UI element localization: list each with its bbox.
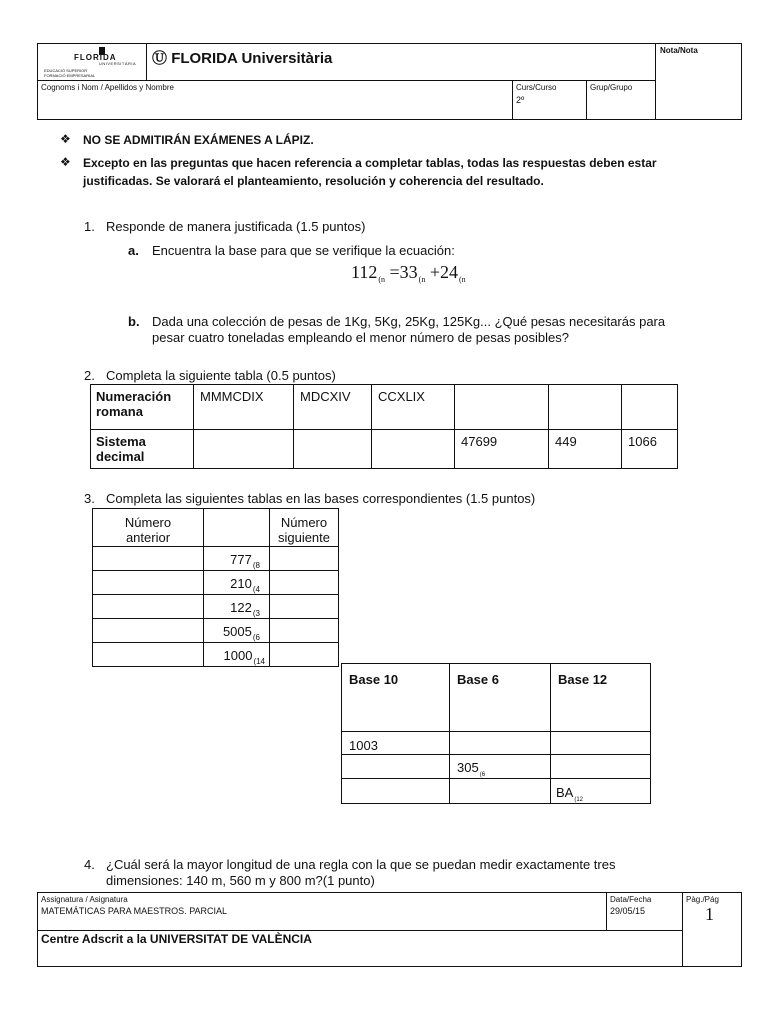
base10-cell: 1003 bbox=[342, 732, 450, 755]
next-cell[interactable] bbox=[270, 619, 339, 643]
header-base-10: Base 10 bbox=[342, 664, 450, 732]
number-cell: $5005_{(6}$ bbox=[204, 619, 270, 643]
group-label: Grup/Grupo bbox=[590, 83, 633, 92]
previous-cell[interactable] bbox=[93, 643, 204, 667]
course-label: Curs/Curso bbox=[516, 83, 557, 92]
base6-cell[interactable] bbox=[450, 732, 551, 755]
nota-label: Nota/Nota bbox=[660, 46, 698, 55]
decimal-row-label: Sistema decimal bbox=[91, 430, 194, 469]
q1a-text: Encuentra la base para que se verifique la ecuación: bbox=[152, 243, 455, 258]
number-cell: $1000_{(14}$ bbox=[204, 643, 270, 667]
institution-name: FLORIDA Universitària bbox=[171, 50, 333, 67]
header-base-6: Base 6 bbox=[450, 664, 551, 732]
date-label: Data/Fecha bbox=[610, 895, 652, 904]
roman-cell[interactable] bbox=[455, 385, 549, 430]
base6-cell[interactable] bbox=[450, 779, 551, 804]
roman-cell[interactable] bbox=[622, 385, 678, 430]
successor-table bbox=[92, 508, 339, 667]
logo-text: FLORIDA bbox=[74, 53, 117, 62]
q2-number: 2. bbox=[84, 368, 95, 383]
roman-cell[interactable]: MDCXIV bbox=[294, 385, 372, 430]
page-label: Pàg./Pág bbox=[686, 895, 719, 904]
q2-text: Completa la siguiente tabla (0.5 puntos) bbox=[106, 368, 336, 383]
logo-tagline-1: EDUCACIÓ SUPERIOR bbox=[44, 68, 88, 73]
decimal-cell[interactable] bbox=[294, 430, 372, 469]
logo-sub: UNIVERSITÀRIA bbox=[99, 61, 137, 66]
base10-cell[interactable] bbox=[342, 755, 450, 779]
q1-number: 1. bbox=[84, 219, 95, 234]
base12-cell: $BA_{(12}$ bbox=[551, 779, 651, 804]
previous-cell[interactable] bbox=[93, 619, 204, 643]
q1a-label: a. bbox=[128, 243, 139, 258]
notice-bullet-icon: ❖ bbox=[60, 132, 71, 146]
institution-title bbox=[152, 47, 332, 68]
previous-cell[interactable] bbox=[93, 571, 204, 595]
number-cell: $210_{(4}$ bbox=[204, 571, 270, 595]
bases-table bbox=[341, 663, 651, 804]
header-box bbox=[37, 43, 742, 120]
decimal-cell[interactable]: 1066 bbox=[622, 430, 678, 469]
base12-cell[interactable] bbox=[551, 732, 651, 755]
q4-number: 4. bbox=[84, 857, 95, 872]
course-value: 2º bbox=[516, 95, 525, 105]
logo-tagline-2: FORMACIÓ EMPRESARIAL bbox=[44, 73, 96, 78]
number-cell: $777_{(8}$ bbox=[204, 547, 270, 571]
decimal-cell[interactable]: 449 bbox=[549, 430, 622, 469]
roman-row-label: Numeración romana bbox=[91, 385, 194, 430]
previous-cell[interactable] bbox=[93, 547, 204, 571]
footer-box bbox=[37, 892, 742, 967]
notice-3: justificadas. Se valorará el planteamiento, resolución y coherencia del resultado. bbox=[83, 174, 544, 188]
notice-1: NO SE ADMITIRÁN EXÁMENES A LÁPIZ. bbox=[83, 133, 314, 147]
previous-cell[interactable] bbox=[93, 595, 204, 619]
roman-table bbox=[90, 384, 678, 469]
next-cell[interactable] bbox=[270, 547, 339, 571]
decimal-cell[interactable]: 47699 bbox=[455, 430, 549, 469]
notice-2: Excepto en las preguntas que hacen referencia a completar tablas, todas las respuestas deben estar bbox=[83, 156, 657, 170]
roman-cell[interactable]: CCXLIX bbox=[372, 385, 455, 430]
number-cell: $122_{(3}$ bbox=[204, 595, 270, 619]
header-next: Número siguiente bbox=[270, 509, 339, 547]
header-number bbox=[204, 509, 270, 547]
q1-text: Responde de manera justificada (1.5 puntos) bbox=[106, 219, 366, 234]
name-label: Cognoms i Nom / Apellidos y Nombre bbox=[41, 83, 174, 92]
header-previous: Número anterior bbox=[93, 509, 204, 547]
equation: $112_{(n} =33_{(n} +24_{(n}$ bbox=[351, 262, 466, 284]
subject-label: Assignatura / Asignatura bbox=[41, 895, 128, 904]
roman-cell[interactable]: MMMCDIX bbox=[194, 385, 294, 430]
q1b-label: b. bbox=[128, 314, 140, 329]
next-cell[interactable] bbox=[270, 595, 339, 619]
base6-cell: $305_{(6}$ bbox=[450, 755, 551, 779]
base12-cell[interactable] bbox=[551, 755, 651, 779]
decimal-cell[interactable] bbox=[372, 430, 455, 469]
next-cell[interactable] bbox=[270, 643, 339, 667]
page-number: 1 bbox=[705, 904, 714, 924]
subject-value: MATEMÁTICAS PARA MAESTROS. PARCIAL bbox=[41, 906, 228, 916]
decimal-cell[interactable] bbox=[194, 430, 294, 469]
roman-cell[interactable] bbox=[549, 385, 622, 430]
q4-text-1: ¿Cuál será la mayor longitud de una regla con la que se puedan medir exactamente tres bbox=[106, 857, 616, 872]
date-value: 29/05/15 bbox=[610, 906, 646, 916]
florida-logo bbox=[44, 47, 144, 79]
header-base-12: Base 12 bbox=[551, 664, 651, 732]
notice-bullet-icon: ❖ bbox=[60, 155, 71, 169]
base10-cell[interactable] bbox=[342, 779, 450, 804]
q3-number: 3. bbox=[84, 491, 95, 506]
university-icon: Ⓤ bbox=[152, 50, 168, 67]
centre-text: Centre Adscrit a la UNIVERSITAT DE VALÈNCIA bbox=[41, 932, 312, 946]
q3-text: Completa las siguientes tablas en las bases correspondientes (1.5 puntos) bbox=[106, 491, 536, 506]
next-cell[interactable] bbox=[270, 571, 339, 595]
q1b-text-1: Dada una colección de pesas de 1Kg, 5Kg, 25Kg, 125Kg... ¿Qué pesas necesitarás para bbox=[152, 314, 666, 329]
q4-text-2: dimensiones: 140 m, 560 m y 800 m?(1 punto) bbox=[106, 873, 375, 888]
q1b-text-2: pesar cuatro toneladas empleando el menor número de pesas posibles? bbox=[152, 330, 569, 345]
